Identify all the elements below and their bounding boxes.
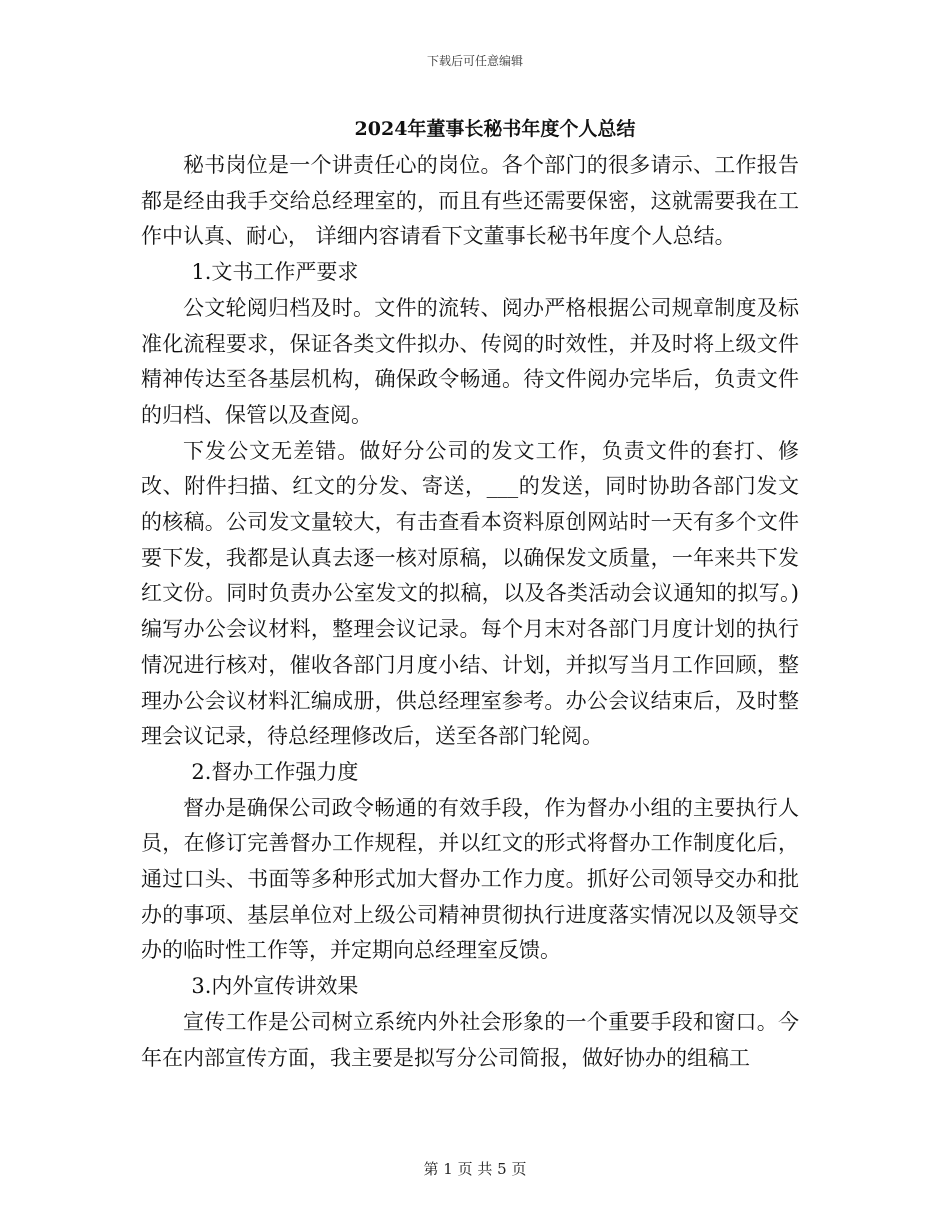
paragraph-document-archiving: 公文轮阅归档及时。文件的流转、阅办严格根据公司规章制度及标准化流程要求，保证各类文件拟办、传阅的时效性，并及时将上级文件精神传达至各基层机构，确保政令畅通。待文件阅办完毕后，负责文件的归档、保管以及查阅。: [141, 295, 799, 427]
section-heading-1: 1.文书工作严要求: [191, 260, 359, 285]
page-number-footer: 第 1 页 共 5 页: [423, 1160, 527, 1178]
paragraph-intro: 秘书岗位是一个讲责任心的岗位。各个部门的很多请示、工作报告都是经由我手交给总经理室的，而且有些还需要保密，这就需要我在工作中认真、耐心， 详细内容请看下文董事长秘书年度个人总结。: [141, 153, 799, 249]
paragraph-document-issuing: 下发公文无差错。做好分公司的发文工作，负责文件的套打、修改、附件扫描、红文的分发、寄送，___的发送，同时协助各部门发文的核稿。公司发文量较大，有击查看本资料原创网站时一天有多个文件要下发，我都是认真去逐一核对原稿，以确保发文质量，一年来共下发红文份。同时负责办公室发文的拟稿，以及各类活动会议通知的拟写。)编写办公会议材料，整理会议记录。每个月末对各部门月度计划的执行情况进行核对，催收各部门月度小结、计划，并拟写当月工作回顾，整理办公会议材料汇编成册，供总经理室参考。办公会议结束后，及时整理会议记录，待总经理修改后，送至各部门轮阅。: [141, 438, 799, 749]
document-title: 2024年董事长秘书年度个人总结: [354, 118, 636, 140]
section-heading-2: 2.督办工作强力度: [191, 759, 359, 784]
section-heading-3: 3.内外宣传讲效果: [191, 974, 359, 999]
header-note: 下载后可任意编辑: [426, 54, 523, 68]
paragraph-supervision: 督办是确保公司政令畅通的有效手段，作为督办小组的主要执行人员，在修订完善督办工作规程，并以红文的形式将督办工作制度化后，通过口头、书面等多种形式加大督办工作力度。抓好公司领导交办和批办的事项、基层单位对上级公司精神贯彻执行进度落实情况以及领导交办的临时性工作等，并定期向总经理室反馈。: [141, 795, 799, 963]
paragraph-publicity: 宣传工作是公司树立系统内外社会形象的一个重要手段和窗口。今年在内部宣传方面，我主要是拟写分公司简报，做好协办的组稿工: [141, 1009, 799, 1070]
document-body: [141, 148, 799, 1076]
